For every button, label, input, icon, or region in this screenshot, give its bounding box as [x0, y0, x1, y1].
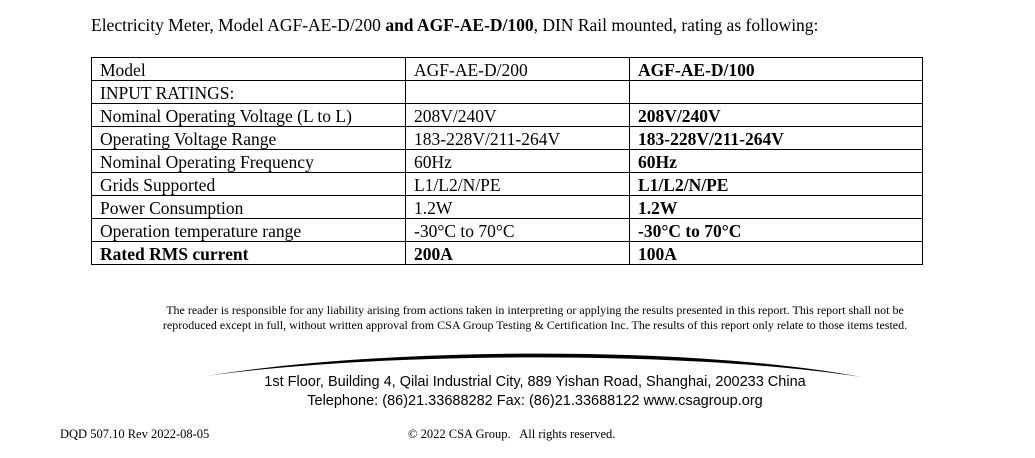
document-code: DQD 507.10 Rev 2022-08-05 [60, 427, 210, 441]
table-row [92, 219, 923, 242]
model-100-value: -30°C to 70°C [630, 219, 923, 242]
table-row [92, 58, 923, 81]
table-row [92, 81, 923, 104]
model-100-value: L1/L2/N/PE [630, 173, 923, 196]
disclaimer-line-2: reproduced except in full, without written approval from CSA Group Testing & Certification Inc. The results of this report only relate to those items tested. [162, 318, 908, 332]
address-block [210, 373, 860, 411]
row-label: Operation temperature range [92, 219, 406, 242]
row-label: Nominal Operating Frequency [92, 150, 406, 173]
model-100-value: 60Hz [630, 150, 923, 173]
model-100-value: 208V/240V [630, 104, 923, 127]
model-200-value: L1/L2/N/PE [406, 173, 630, 196]
disclaimer [100, 303, 970, 333]
model-200-value: 183-228V/211-264V [406, 127, 630, 150]
model-200-value [406, 81, 630, 104]
model-100-value [630, 81, 923, 104]
model-100-value: 1.2W [630, 196, 923, 219]
model-200-value: 60Hz [406, 150, 630, 173]
model-200-value: -30°C to 70°C [406, 219, 630, 242]
row-label: Grids Supported [92, 173, 406, 196]
row-label: Rated RMS current [92, 242, 406, 265]
table-row [92, 242, 923, 265]
model-100-value: AGF-AE-D/100 [630, 58, 923, 81]
intro-sentence [91, 14, 818, 36]
contact-line: Telephone: (86)21.33688282 Fax: (86)21.33688122 www.csagroup.org [307, 393, 763, 409]
model-100-value: 183-228V/211-264V [630, 127, 923, 150]
address-line: 1st Floor, Building 4, Qilai Industrial City, 889 Yishan Road, Shanghai, 200233 China [264, 374, 806, 390]
table-row [92, 173, 923, 196]
table-row [92, 150, 923, 173]
model-100-value: 100A [630, 242, 923, 265]
model-200-value: 1.2W [406, 196, 630, 219]
model-200-value: 200A [406, 242, 630, 265]
row-label: Power Consumption [92, 196, 406, 219]
intro-text-2: , DIN Rail mounted, rating as following: [533, 15, 819, 35]
copyright-notice: © 2022 CSA Group. All rights reserved. [408, 427, 616, 441]
ratings-table [91, 57, 923, 265]
model-200-value: 208V/240V [406, 104, 630, 127]
row-label: INPUT RATINGS: [92, 81, 406, 104]
row-label: Model [92, 58, 406, 81]
row-label: Operating Voltage Range [92, 127, 406, 150]
intro-text-1: Electricity Meter, Model AGF-AE-D/200 [91, 15, 386, 35]
table-row [92, 104, 923, 127]
row-label: Nominal Operating Voltage (L to L) [92, 104, 406, 127]
model-200-value: AGF-AE-D/200 [406, 58, 630, 81]
disclaimer-line-1: The reader is responsible for any liability arising from actions taken in interpreting or applying the results presented in this report. This report shall not be [166, 303, 904, 317]
intro-text-bold: and AGF-AE-D/100 [385, 15, 534, 35]
table-row [92, 127, 923, 150]
table-row [92, 196, 923, 219]
